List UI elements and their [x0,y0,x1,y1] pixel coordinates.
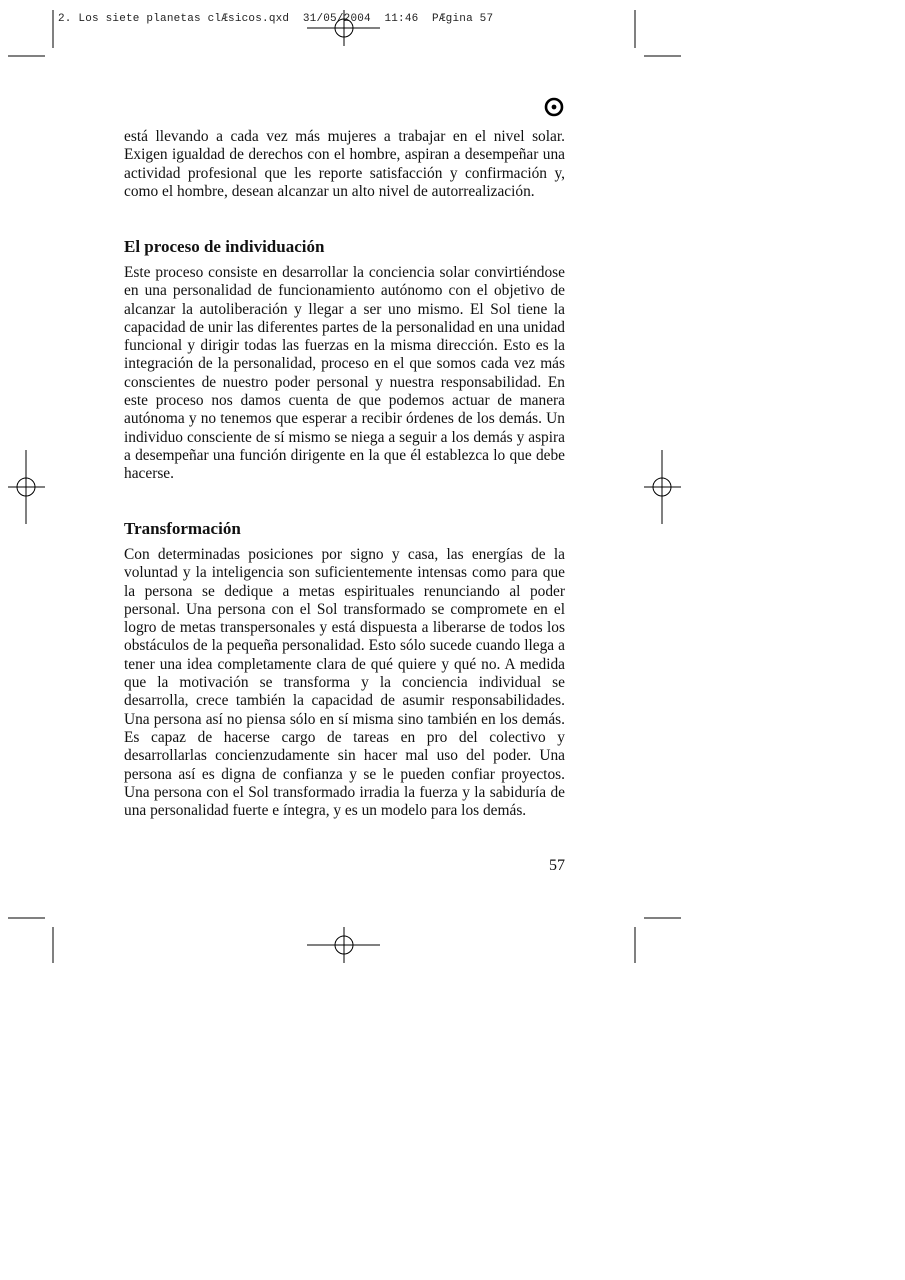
print-slug: 2. Los siete planetas clÆsicos.qxd 31/05/2004 11:46 PÆgina 57 [58,13,494,25]
intro-block [124,128,565,201]
section-paragraph: Este proceso consiste en desarrollar la conciencia solar convirtiéndose en una personalidad de funcionamiento autónomo con el objetivo de alcanzar la autoliberación y llegar a ser uno mismo. El Sol tiene la capacidad de unir las diferentes partes de la personalidad en una unidad funcional y dirigir todas las fuerzas en la misma dirección. Esto es la integración de la personalidad, proceso en el que somos cada vez más conscientes de nuestro poder personal y nuestra responsabilidad. En este proceso nos damos cuenta de que podemos actuar de manera autónoma y no tenemos que esperar a recibir órdenes de los demás. Un individuo consciente de sí mismo se niega a seguir a los demás y aspira a desempeñar una función dirigente en la que él establezca lo que debe hacerse. [124,264,565,483]
registration-mark-right [644,450,681,524]
intro-paragraph: está llevando a cada vez más mujeres a trabajar en el nivel solar. Exigen igualdad de derechos con el hombre, aspiran a desempeñar una actividad profesional que les reporte satisfacción y confirmación y, como el hombre, desean alcanzar un alto nivel de autorrealización. [124,128,565,200]
sun-circle-dot-icon [544,97,564,117]
page-number: 57 [549,857,565,874]
registration-mark-top [307,10,380,46]
registration-mark-bottom [307,927,380,963]
section-transformation [124,519,565,539]
registration-mark-left [8,450,45,524]
section-individuation-body [124,264,565,484]
section-heading: Transformación [124,519,241,538]
section-transformation-body [124,546,565,820]
section-heading: El proceso de individuación [124,237,325,256]
section-paragraph: Con determinadas posiciones por signo y casa, las energías de la voluntad y la inteligencia son suficientemente intensas como para que la persona se dedique a metas espirituales renunciando al poder personal. Una persona con el Sol transformado se compromete en el logro de metas transpersonales y está dispuesta a liberarse de todos los obstáculos de la pequeña personalidad. Esto sólo sucede cuando llega a tener una idea completamente clara de qué quiere y qué no. A medida que la motivación se transforma y la conciencia individual se desarrolla, crece también la capacidad de asumir responsabilidades. Una persona así no piensa sólo en sí misma sino también en los demás. Es capaz de hacerse cargo de tareas en pro del colectivo y desarrollarlas concienzudamente sin hacer mal uso del poder. Una persona así es digna de confianza y se le pueden confiar proyectos. Una persona con el Sol transformado irradia la fuerza y la sabiduría de una personalidad fuerte e íntegra, y es un modelo para los demás. [124,546,565,820]
section-individuation [124,237,565,257]
